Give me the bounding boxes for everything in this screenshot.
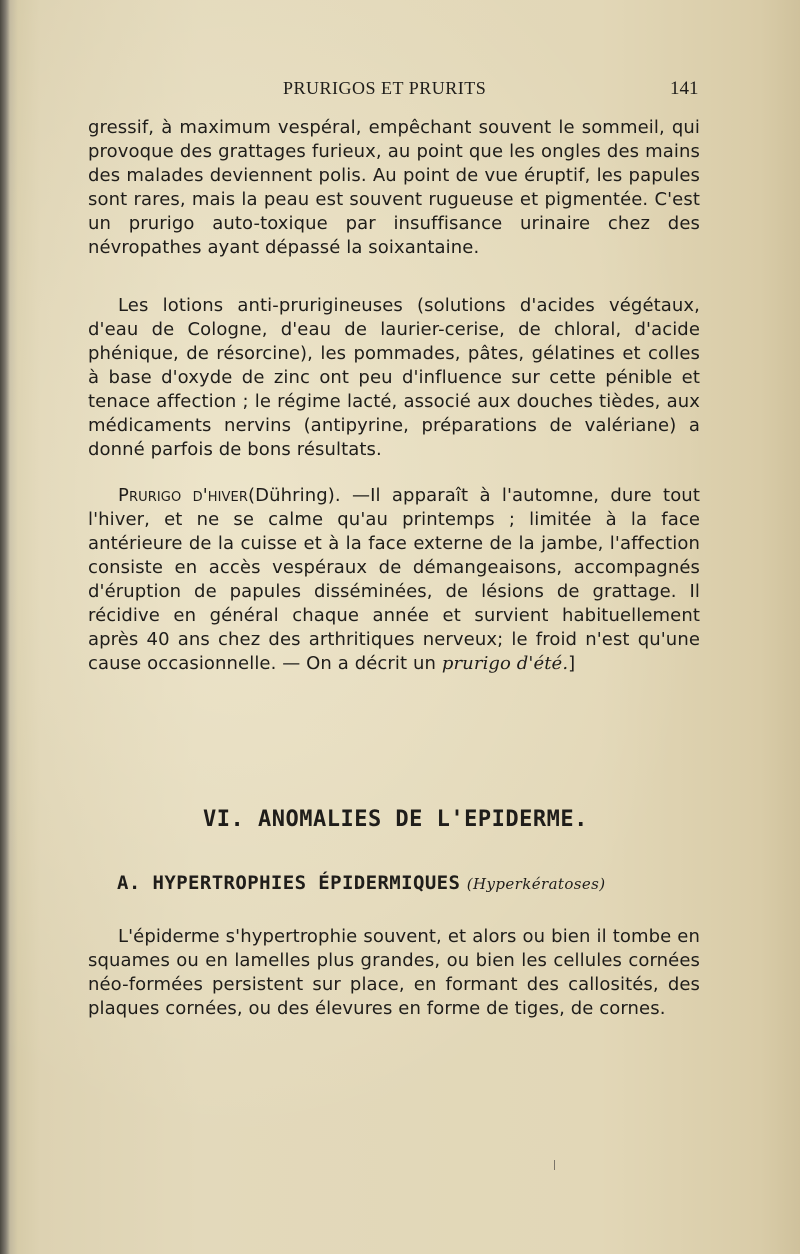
running-title: PRURIGOS ET PRURITS bbox=[283, 78, 487, 98]
prurigo-hiver-author: (Dühring). bbox=[248, 485, 341, 506]
prurigo-hiver-term: Prurigo d'hiver bbox=[118, 485, 248, 506]
subsection-title-paren: (Hyperkératoses) bbox=[466, 875, 606, 893]
prurigo-ete-term: prurigo d'été. bbox=[441, 653, 569, 674]
paragraph-4-text: L'épiderme s'hypertrophie souvent, et alors ou bien il tombe en squames ou en lamelles plus grandes, ou bien les cellules cornées néo-formées persistent sur place, en formant des callosités, des plaques cornées, ou des élevures en forme de tiges, de cornes. bbox=[88, 926, 700, 1019]
stray-ink-mark bbox=[554, 1160, 555, 1170]
page-spine-shadow bbox=[0, 0, 10, 1254]
page-number: 141 bbox=[670, 78, 699, 99]
closing-bracket: ] bbox=[568, 653, 576, 674]
section-title: VI. ANOMALIES DE L'EPIDERME. bbox=[203, 807, 588, 832]
paragraph-2 bbox=[88, 294, 700, 462]
subsection-title bbox=[117, 872, 606, 894]
running-head bbox=[0, 78, 800, 104]
subsection-title-caps: A. HYPERTROPHIES ÉPIDERMIQUES bbox=[117, 872, 461, 894]
paragraph-3-body: —Il apparaît à l'automne, dure tout l'hiver, et ne se calme qu'au printemps ; limitée à la face antérieure de la cuisse et à la face externe de la jambe, l'affection consiste en accès vespéraux de démangeaisons, accompagnés d'éruption de papules disséminées, de lésions de grattage. Il récidive en général chaque année et survient habituellement après 40 ans chez des arthritiques nerveux; le froid n'est qu'une cause occasionnelle. — On a décrit un bbox=[88, 485, 700, 674]
paragraph-1: gressif, à maximum vespéral, empêchant souvent le sommeil, qui provoque des grattages furieux, au point que les ongles des mains des malades deviennent polis. Au point de vue éruptif, les papules sont rares, mais la peau est souvent rugueuse et pigmentée. C'est un prurigo auto-toxique par insuffisance urinaire chez des névropathes ayant dépassé la soixantaine. bbox=[88, 117, 700, 258]
paragraph-4 bbox=[88, 925, 700, 1021]
paragraph-2-text: Les lotions anti-prurigineuses (solutions d'acides végétaux, d'eau de Cologne, d'eau de laurier-cerise, de chloral, d'acide phénique, de résorcine), les pommades, pâtes, gélatines et colles à base d'oxyde de zinc ont peu d'influence sur cette pénible et tenace affection ; le régime lacté, associé aux douches tièdes, aux médicaments nervins (antipyrine, préparations de valériane) a donné parfois de bons résultats. bbox=[88, 295, 700, 460]
paragraph-3 bbox=[88, 484, 700, 676]
